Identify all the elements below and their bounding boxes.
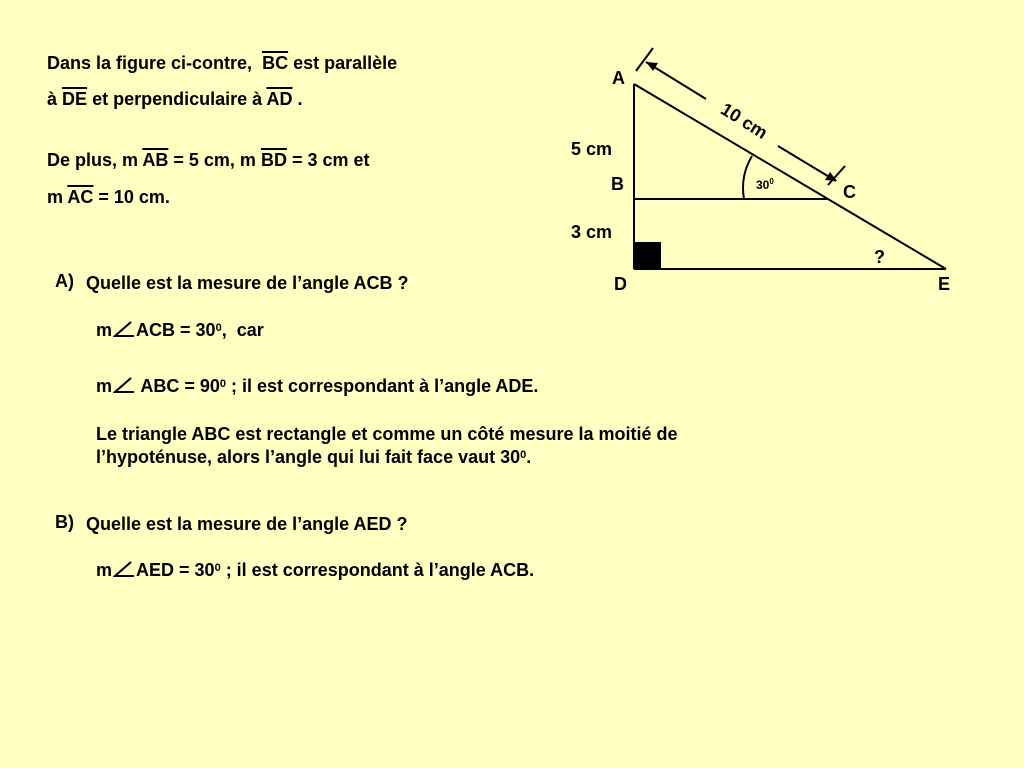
answer-text: , (221, 320, 227, 340)
angle-arc (743, 156, 752, 199)
question-b-label: B) (55, 512, 74, 532)
unknown-angle-label: ? (874, 247, 885, 267)
answer-text: car (236, 320, 264, 340)
angle-value: 30 (756, 178, 770, 192)
segment-de: $\overline{DE}$ (62, 89, 88, 109)
statement-text: = 3 cm et (291, 150, 370, 170)
right-angle-marker (635, 242, 661, 268)
statement-text: = 5 cm, m (173, 150, 256, 170)
degree-sup: 0 (214, 562, 221, 574)
point-c-label: C (843, 182, 856, 202)
segment-ad: $\overline{AD}$ (266, 89, 293, 109)
point-b-label: B (611, 174, 624, 194)
answer-text: AED = 30 (136, 560, 215, 580)
segment-ae-line (634, 84, 946, 269)
degree-sup: 0 (219, 378, 227, 390)
statement-text: . (297, 89, 303, 109)
answer-text: m (96, 560, 113, 580)
degree-sup: 0 (520, 449, 527, 461)
answer-text: ; il est correspondant à l’angle ADE. (226, 376, 539, 396)
segment-ab: $\overline{AB}$ (142, 150, 169, 170)
question-b-text: Quelle est la mesure de l’angle AED ? (86, 514, 408, 534)
degree-sup: 0 (215, 322, 222, 334)
explanation-line-1: Le triangle ABC est rectangle et comme un côté mesure la moitié de (96, 424, 678, 444)
label-ac-length: 10 cm (717, 98, 772, 143)
answer-text: m (96, 376, 113, 396)
statement-text: à (47, 89, 58, 109)
arrowhead-icon (646, 62, 658, 71)
statement-text: m (47, 187, 64, 207)
label-bd-length: 3 cm (571, 222, 613, 242)
label-angle-c (756, 177, 774, 192)
statement-text: et perpendiculaire à (92, 89, 263, 109)
point-e-label: E (938, 274, 951, 294)
answer-text: ABC = 90 (140, 376, 220, 396)
point-d-label: D (614, 274, 627, 294)
degree-sup: 0 (769, 177, 774, 186)
statement-text: est parallèle (293, 53, 398, 73)
explanation-text: . (526, 447, 532, 467)
point-a-label: A (612, 68, 625, 88)
statement-text: De plus, m (47, 150, 139, 170)
answer-text: m (96, 320, 113, 340)
segment-bc: $\overline{BC}$ (262, 53, 289, 73)
statement-text: = 10 cm. (98, 187, 170, 207)
segment-bd: $\overline{BD}$ (260, 150, 287, 170)
statement-text: Dans la figure ci-contre, (47, 53, 253, 73)
dimension-line (778, 146, 836, 181)
label-ab-length: 5 cm (571, 139, 613, 159)
explanation-text: l’hypoténuse, alors l’angle qui lui fait face vaut 30 (96, 447, 521, 467)
segment-ac: $\overline{AC}$ (67, 187, 94, 207)
question-a-text: Quelle est la mesure de l’angle ACB ? (86, 273, 409, 293)
answer-text: ; il est correspondant à l’angle ACB. (220, 560, 535, 580)
question-a-label: A) (55, 271, 74, 291)
answer-text: ACB = 30 (136, 320, 216, 340)
